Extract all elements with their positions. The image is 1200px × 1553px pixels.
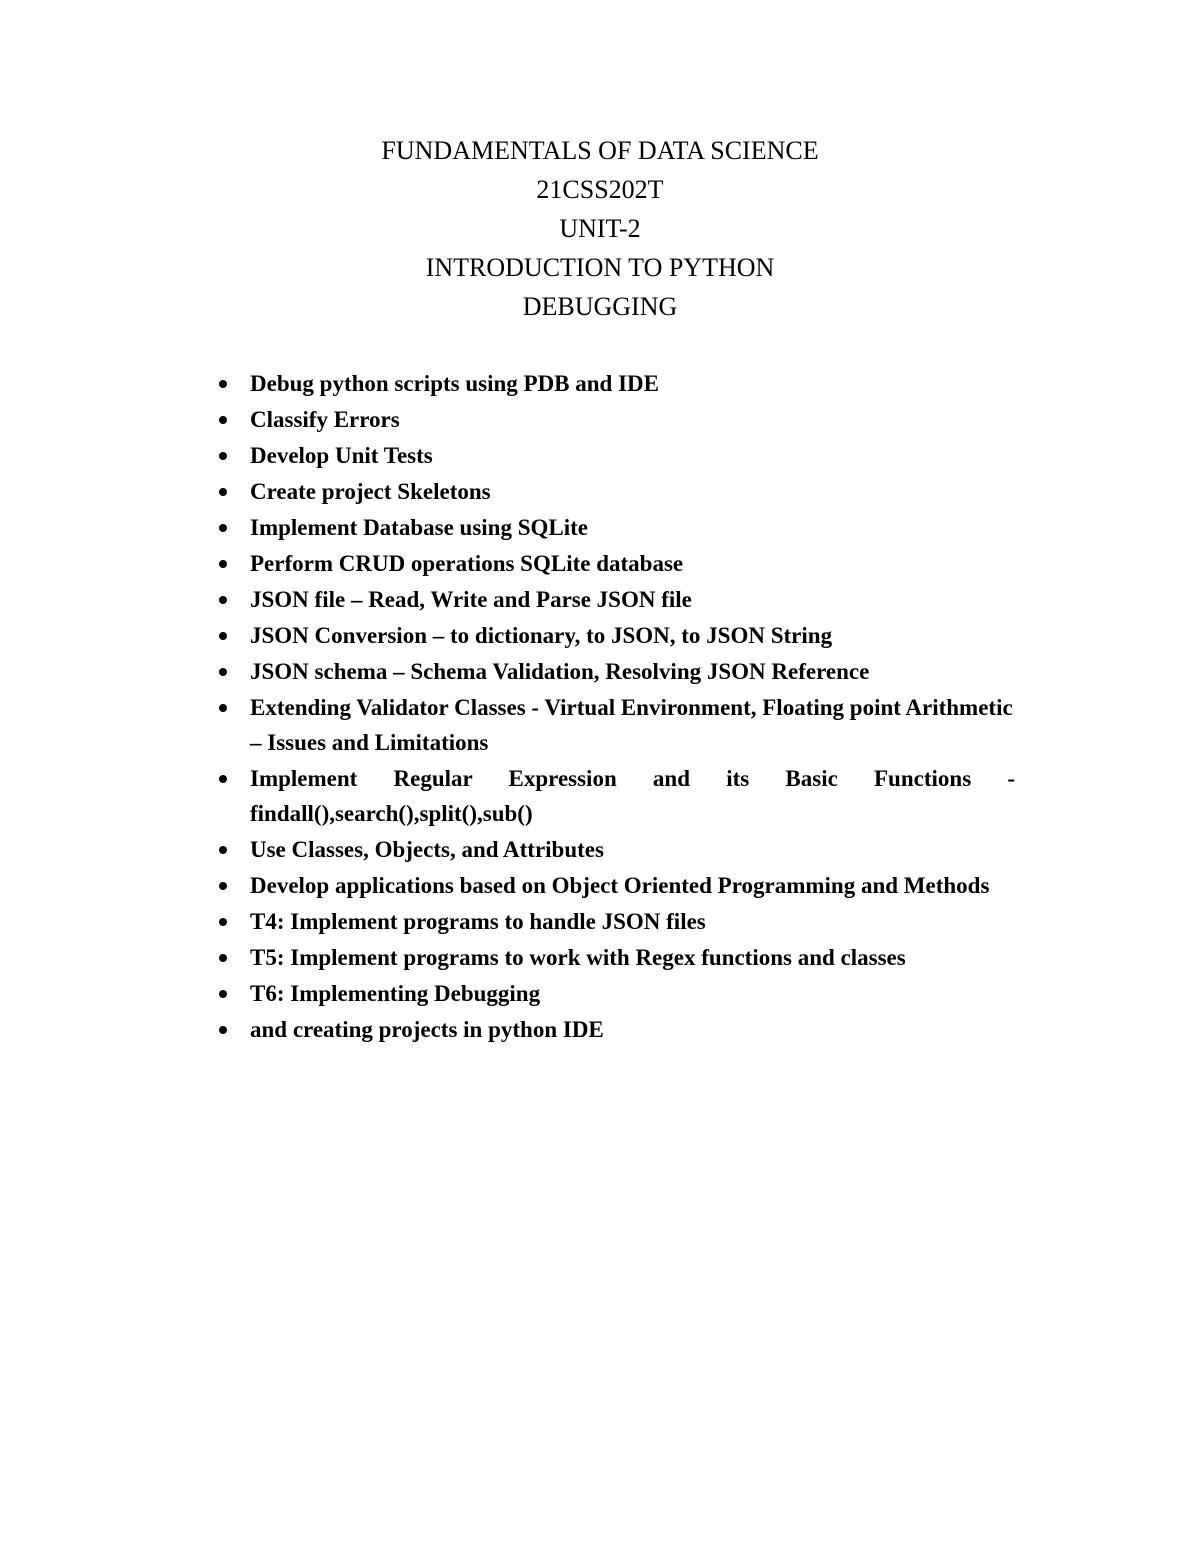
section-title: DEBUGGING: [522, 292, 678, 321]
bullet-icon: [219, 954, 227, 962]
bullet-icon: [219, 524, 227, 532]
list-item-text: Use Classes, Objects, and Attributes: [250, 837, 604, 862]
list-item: [215, 690, 1015, 760]
list-item: [215, 868, 1015, 903]
list-item-text: Develop Unit Tests: [250, 443, 433, 468]
bullet-icon: [219, 668, 227, 676]
bullet-icon: [219, 488, 227, 496]
unit-title: INTRODUCTION TO PYTHON: [425, 253, 775, 282]
list-item: [215, 654, 1015, 689]
list-item: [215, 904, 1015, 939]
bullet-icon: [219, 560, 227, 568]
list-item-text: Implement Database using SQLite: [250, 515, 588, 540]
list-item-text: JSON file – Read, Write and Parse JSON file: [250, 587, 692, 612]
list-item-text: T5: Implement programs to work with Regex functions and classes: [250, 945, 906, 970]
list-item-text: T4: Implement programs to handle JSON files: [250, 909, 706, 934]
bullet-icon: [219, 882, 227, 890]
course-code: 21CSS202T: [536, 175, 664, 204]
list-item: [215, 618, 1015, 653]
list-item-text: Classify Errors: [250, 407, 400, 432]
list-item: [215, 1012, 1015, 1047]
list-item: [215, 582, 1015, 617]
bullet-icon: [219, 846, 227, 854]
bullet-icon: [219, 1026, 227, 1034]
bullet-icon: [219, 380, 227, 388]
list-item: [215, 474, 1015, 509]
unit-number: UNIT-2: [559, 214, 641, 243]
bullet-icon: [219, 596, 227, 604]
list-item: [215, 940, 1015, 975]
course-title: FUNDAMENTALS OF DATA SCIENCE: [381, 136, 819, 165]
list-item: [215, 546, 1015, 581]
bullet-icon: [219, 775, 227, 783]
list-item-text: Debug python scripts using PDB and IDE: [250, 371, 660, 396]
bullet-icon: [219, 990, 227, 998]
list-item-text: Perform CRUD operations SQLite database: [250, 551, 684, 576]
list-item-text: Create project Skeletons: [250, 479, 491, 504]
list-item-text: Develop applications based on Object Oriented Programming and Methods: [250, 873, 990, 898]
list-item: [215, 402, 1015, 437]
list-item-text-line-1: Implement Regular Expression and its Basic Functions -: [250, 766, 1015, 791]
list-item: [215, 510, 1015, 545]
bullet-icon: [219, 632, 227, 640]
list-item-text-line-2: findall(),search(),split(),sub(): [250, 801, 533, 826]
list-item: [215, 366, 1015, 401]
title-block: [0, 131, 1200, 326]
list-item: [215, 832, 1015, 867]
list-item-text: and creating projects in python IDE: [250, 1017, 604, 1042]
bullet-icon: [219, 452, 227, 460]
list-item-text: JSON Conversion – to dictionary, to JSON, to JSON String: [250, 623, 833, 648]
list-item: [215, 761, 1015, 831]
bullet-icon: [219, 918, 227, 926]
topic-list: [215, 366, 1015, 1048]
list-item: [215, 438, 1015, 473]
list-item-text: JSON schema – Schema Validation, Resolving JSON Reference: [250, 659, 870, 684]
list-item: [215, 976, 1015, 1011]
bullet-icon: [219, 416, 227, 424]
list-item-text: T6: Implementing Debugging: [250, 981, 541, 1006]
list-item-text: Extending Validator Classes - Virtual Environment, Floating point Arithmetic – Issues and Limitations: [250, 695, 1013, 755]
bullet-icon: [219, 704, 227, 712]
